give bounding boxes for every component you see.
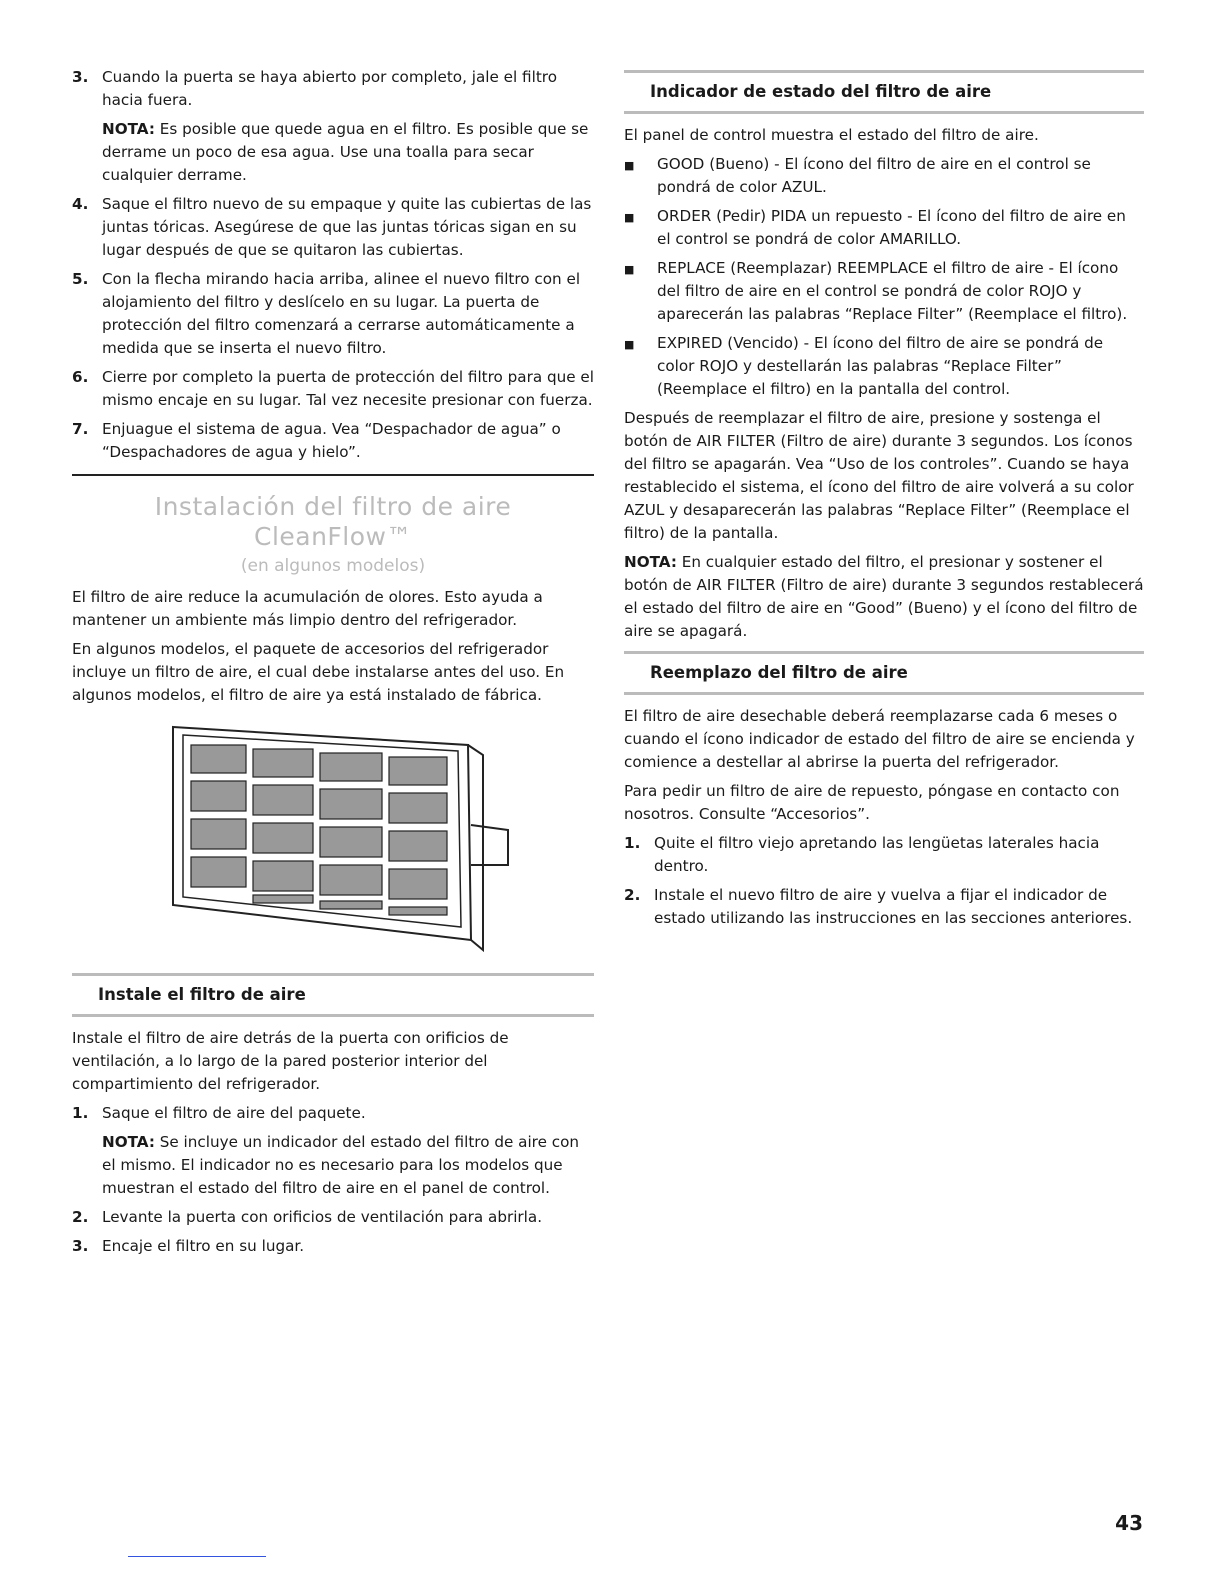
replace-step-2: 2. Instale el nuevo filtro de aire y vuelva a fijar el indicador de estado utilizando las instrucciones en las secciones anteriores. — [624, 886, 1133, 927]
step-6: 6. Cierre por completo la puerta de protección del filtro para que el mismo encaje en su lugar. Tal vez necesite presionar con fuerza. — [72, 368, 594, 409]
right-column — [624, 70, 1144, 936]
bullet-icon: ■ — [624, 211, 635, 224]
install-step-1: 1. Saque el filtro de aire del paquete. — [72, 1104, 366, 1122]
section-title: Instalación del filtro de aire CleanFlow™ — [154, 492, 512, 551]
bullet-icon: ■ — [624, 263, 635, 276]
note: NOTA: Es posible que quede agua en el filtro. Es posible que se derrame un poco de esa agua. Use una toalla para secar cualquier derrame. — [102, 120, 589, 184]
install-note: NOTA: Se incluye un indicador del estado del filtro de aire con el mismo. El indicador no es necesario para los modelos que muestran el estado del filtro de aire en el panel de control. — [102, 1133, 580, 1197]
status-intro: El panel de control muestra el estado del filtro de aire. — [624, 126, 1039, 144]
section-divider — [72, 474, 594, 476]
step-5: 5. Con la flecha mirando hacia arriba, alinee el nuevo filtro con el alojamiento del filtro y deslícelo en su lugar. La puerta de protección del filtro comenzará a cerrarse automáticamente a medida que se inserta el nuevo filtro. — [72, 270, 581, 357]
bullet-good: ■ GOOD (Bueno) - El ícono del filtro de aire en el control se pondrá de color AZUL. — [624, 153, 1144, 199]
replace-step-1: 1. Quite el filtro viejo apretando las lengüetas laterales hacia dentro. — [624, 834, 1100, 875]
step-4: 4. Saque el filtro nuevo de su empaque y quite las cubiertas de las juntas tóricas. Asegúrese de que las juntas tóricas sigan en su lugar después de que se quitaron las cubiertas. — [72, 195, 592, 259]
reset-paragraph: Después de reemplazar el filtro de aire, presione y sostenga el botón de AIR FILTER (Filtro de aire) durante 3 segundos. Los íconos del filtro se apagarán. Vea “Uso de los controles”. Cuando se haya restablecido el sistema, el ícono del filtro de aire volverá a su color AZUL y desaparecerán las palabras “Replace Filter” (Reemplace el filtro) de la pantalla. — [624, 409, 1134, 542]
step-7: 7. Enjuague el sistema de agua. Vea “Despachador de agua” o “Despachadores de agua y hielo”. — [72, 420, 561, 461]
install-step-2: 2. Levante la puerta con orificios de ventilación para abrirla. — [72, 1208, 543, 1226]
section-subtitle: (en algunos modelos) — [240, 556, 426, 576]
air-filter-illustration — [72, 715, 594, 965]
bullet-icon: ■ — [624, 338, 635, 351]
page-number: 43 — [1115, 1511, 1143, 1535]
decorative-line — [128, 1556, 266, 1557]
install-step-3: 3. Encaje el filtro en su lugar. — [72, 1237, 305, 1255]
replace-paragraph-2: Para pedir un filtro de aire de repuesto, póngase en contacto con nosotros. Consulte “Accesorios”. — [624, 782, 1120, 823]
left-column — [72, 66, 594, 1264]
bullet-replace: ■ REPLACE (Reemplazar) REEMPLACE el filtro de aire - El ícono del filtro de aire en el control se pondrá de color ROJO y aparecerán las palabras “Replace Filter” (Reemplace el filtro). — [624, 257, 1144, 326]
status-heading: Indicador de estado del filtro de aire — [624, 70, 1144, 114]
bullet-order: ■ ORDER (Pedir) PIDA un repuesto - El ícono del filtro de aire en el control se pondrá de color AMARILLO. — [624, 205, 1144, 251]
step-3: 3. Cuando la puerta se haya abierto por completo, jale el filtro hacia fuera. — [72, 68, 557, 109]
replace-paragraph-1: El filtro de aire desechable deberá reemplazarse cada 6 meses o cuando el ícono indicador de estado del filtro de aire se encienda y comience a destellar al abrirse la puerta del refrigerador. — [624, 707, 1135, 771]
install-heading: Instale el filtro de aire — [72, 973, 594, 1017]
replace-heading: Reemplazo del filtro de aire — [624, 651, 1144, 695]
air-filter-image — [153, 715, 513, 960]
bullet-icon: ■ — [624, 159, 635, 172]
intro-paragraph-2: En algunos modelos, el paquete de accesorios del refrigerador incluye un filtro de aire, el cual debe instalarse antes del uso. En algunos modelos, el filtro de aire ya está instalado de fábrica. — [72, 640, 565, 704]
bullet-expired: ■ EXPIRED (Vencido) - El ícono del filtro de aire se pondrá de color ROJO y destellarán las palabras “Replace Filter” (Reemplace el filtro) en la pantalla del control. — [624, 332, 1144, 401]
intro-paragraph: El filtro de aire reduce la acumulación de olores. Esto ayuda a mantener un ambiente más limpio dentro del refrigerador. — [72, 588, 543, 629]
reset-note: NOTA: En cualquier estado del filtro, el presionar y sostener el botón de AIR FILTER (Filtro de aire) durante 3 segundos restablecerá el estado del filtro de aire en “Good” (Bueno) y el ícono del filtro de aire se apagará. — [624, 553, 1144, 640]
install-intro: Instale el filtro de aire detrás de la puerta con orificios de ventilación, a lo largo de la pared posterior interior del compartimiento del refrigerador. — [72, 1029, 509, 1093]
